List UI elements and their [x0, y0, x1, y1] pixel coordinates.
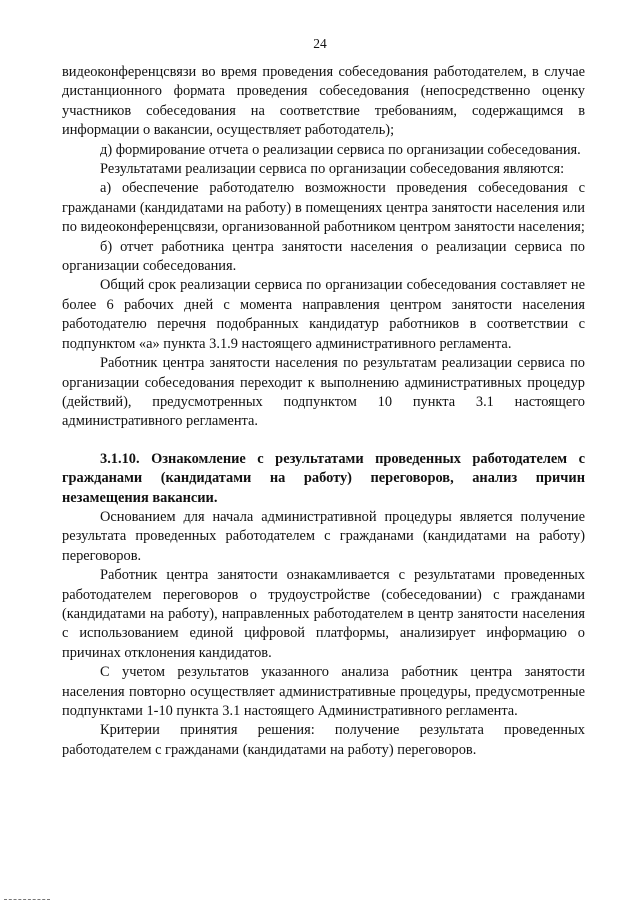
page-number: 24 [313, 36, 327, 51]
paragraph-familiarization: Работник центра занятости ознакамливается с результатами проведенных работодателем переговоров о трудоустройстве (собеседовании) с гражданами (кандидатами на работу), направленных работодателем в центр занятости населения с использованием единой цифровой платформы, анализирует информацию о причинах отклонения кандидатов. [62, 567, 585, 661]
paragraph-transition: Работник центра занятости населения по результатам реализации сервиса по организации собеседования переходит к выполнению административных процедур (действий), предусмотренных подпунктом 10 пункта 3.1 настоящего административного регламента. [62, 355, 585, 430]
section-heading-3-1-10: 3.1.10. Ознакомление с результатами проведенных работодателем с гражданами (кандидатами на работу) переговоров, анализ причин незамещения вакансии. [62, 450, 585, 506]
list-item-d: д) формирование отчета о реализации сервиса по организации собеседования. [100, 141, 581, 158]
list-item-a: а) обеспечение работодателю возможности проведения собеседования с гражданами (кандидатами на работу) в помещениях центра занятости населения или по видеоконференцсвязи, организованной работником центром занятости населения; [62, 180, 585, 236]
paragraph-decision-criteria: Критерии принятия решения: получение результата проведенных работодателем с гражданами (кандидатами на работу) переговоров. [62, 722, 585, 758]
paragraph-total-term: Общий срок реализации сервиса по организации собеседования составляет не более 6 рабочих дней с момента направления центром занятости населения работодателю перечня подобранных кандидатур работников в соответствии с подпунктом «а» пункта 3.1.9 настоящего административного регламента. [62, 277, 585, 352]
paragraph-repeat-procedures: С учетом результатов указанного анализа работник центра занятости населения повторно осуществляет административные процедуры, предусмотренные подпунктами 1-10 пункта 3.1 настоящего Административного регламента. [62, 664, 585, 719]
paragraph-basis: Основанием для начала административной процедуры является получение результата проведенных работодателем с гражданами (кандидатами на работу) переговоров. [62, 508, 585, 564]
document-body [62, 63, 585, 760]
list-item-b: б) отчет работника центра занятости населения о реализации сервиса по организации собеседования. [62, 238, 585, 275]
footer-scan-mark [4, 899, 50, 901]
paragraph-results-intro: Результатами реализации сервиса по организации собеседования являются: [100, 161, 565, 178]
paragraph-continuation: видеоконференцсвязи во время проведения собеседования работодателем, в случае дистанционного формата проведения собеседования (непосредственно оценку участников собеседования на соответствие требованиям, содержащимся в информации о вакансии, осуществляет работодатель); [62, 64, 585, 139]
